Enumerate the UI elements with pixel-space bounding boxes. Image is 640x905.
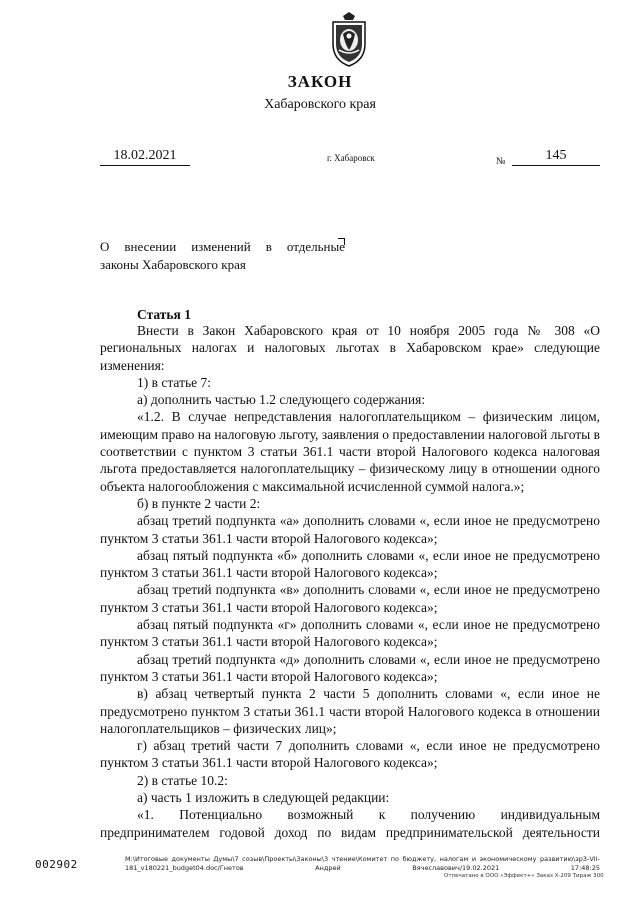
subject-line-2: законы Хабаровского края [100,257,246,272]
paragraph: а) часть 1 изложить в следующей редакции: [137,790,390,806]
paragraph: абзац пятый подпункта «б» дополнить словами «, если иное не предусмотрено пунктом 3 статьи 361.1 части второй Налогового кодекса»; [100,547,600,581]
footer-code: 002902 [35,858,78,871]
law-date: 18.02.2021 [100,148,190,166]
footer-file-path: М:\Итоговые документы Думы\7 созыв\Проекты\Законы\3 чтение\Комитет по бюджету, налогам и экономическому развитию\зр3-VII-181_v180221_budget04.doc/Гнетов Андрей Вячеславович/19.02.2021 17:48:25 [125,855,600,872]
paragraph: абзац пятый подпункта «г» дополнить словами «, если иное не предусмотрено пунктом 3 статьи 361.1 части второй Налогового кодекса»; [100,617,600,650]
law-region: Хабаровского края [264,97,376,112]
subject-line-1: О внесении изменений в отдельные [100,239,345,254]
paragraph: 1) в статье 7: [137,374,211,390]
paragraph: в) абзац четвертый пункта 2 части 5 дополнить словами «, если иное не предусмотрено пунктом 3 статьи 361.1 части второй Налогового кодекса в отношении налогоплательщиков – физических лиц»; [100,686,600,736]
law-title: ЗАКОН [287,72,353,91]
article-body [100,322,600,841]
paragraph: абзац третий подпункта «в» дополнить словами «, если иное не предусмотрено пунктом 3 статьи 361.1 части второй Налогового кодекса»; [100,582,600,615]
law-number: 145 [512,148,600,166]
number-sign: № [496,156,506,167]
paragraph: абзац третий подпункта «д» дополнить словами «, если иное не предусмотрено пунктом 3 статьи 361.1 части второй Налогового кодекса»; [100,651,600,684]
paragraph: «1. Потенциально возможный к получению индивидуальным предпринимателем годовой доход по видам предпринимательской деятельности [100,807,600,840]
subject-corner-mark [338,238,345,245]
law-subject [100,238,345,274]
coat-of-arms-emblem [327,10,371,68]
paragraph: абзац третий подпункта «а» дополнить словами «, если иное не предусмотрено пунктом 3 статьи 361.1 части второй Налогового кодекса»; [100,513,600,546]
paragraph: Внести в Закон Хабаровского края от 10 ноября 2005 года № 308 «О региональных налогах и налоговых льготах в Хабаровском крае» следующие изменения: [100,323,600,373]
paragraph: «1.2. В случае непредставления налогоплательщиком – физическим лицом, имеющим право на налоговую льготу, заявления о предоставлении налоговой льготы в соответствии с пунктом 3 статьи 361.1 части второй Налогового кодекса налоговая льгота предоставляется налогоплательщику – физическому лицу в отношении одного объекта налогообложения с максимальной исчисленной суммой налога.»; [100,409,600,494]
paragraph: 2) в статье 10.2: [137,772,228,788]
law-city: г. Хабаровск [327,153,375,163]
paragraph: б) в пункте 2 части 2: [137,495,261,511]
paragraph: а) дополнить частью 1.2 следующего содержания: [137,392,426,408]
footer-print-note: Отпечатано в ООО «Эффект+» Заказ Х-209 Тираж 300 [444,873,604,879]
article-title: Статья 1 [137,307,191,322]
paragraph: г) абзац третий части 7 дополнить словами «, если иное не предусмотрено пунктом 3 статьи 361.1 части второй Налогового кодекса»; [100,738,600,771]
